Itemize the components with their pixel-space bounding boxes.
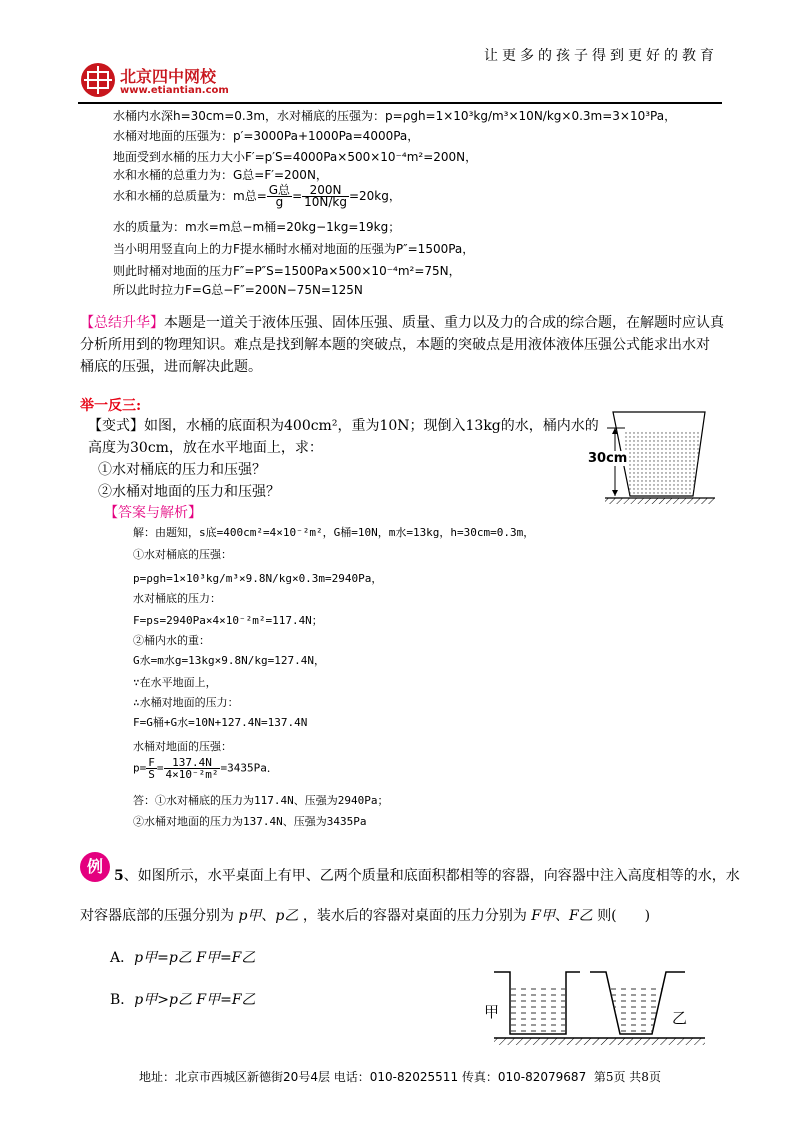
sol2-line: F=ps=2940Pa×4×10⁻²m²=117.4N； — [133, 614, 323, 627]
summary-tag: 【总结升华】 — [80, 315, 164, 331]
sol2-line: ∵在水平地面上， — [133, 676, 217, 689]
sol2-line: 解：由题知，s底=400cm²=4×10⁻²m²，G桶=10N，m水=13kg，h=30cm=0.3m， — [133, 526, 535, 539]
header-divider — [78, 102, 722, 104]
container-label-left: 甲 — [484, 1003, 500, 1021]
sol1-line: 水桶内水深h=30cm=0.3m，水对桶底的压强为：p=ρgh=1×10³kg/m³×10N/kg×0.3m=3×10³Pa， — [113, 109, 677, 123]
sol2-line: ∴水桶对地面的压力： — [133, 696, 239, 709]
sol1-line: 所以此时拉力F=G总−F″=200N−75N=125N — [113, 283, 363, 297]
sol1-line: 则此时桶对地面的压力F″=P″S=1500Pa×500×10⁻⁴m²=75N， — [113, 264, 461, 278]
sol2-line: p=ρgh=1×10³kg/m³×9.8N/kg×0.3m=2940Pa， — [133, 572, 383, 585]
sol2-answer: ②水桶对地面的压力为137.4N、压强为3435Pa — [133, 815, 367, 828]
sol2-answer: 答：①水对桶底的压力为117.4N、压强为2940Pa； — [133, 794, 389, 807]
page-footer: 地址：北京市西城区新德街20号4层 电话：010-82025511 传真：010-82079687 第5页 共8页 — [139, 1070, 661, 1084]
header-slogan: 让更多的孩子得到更好的教育 — [484, 48, 718, 64]
example-badge-icon: 例 — [80, 852, 110, 882]
sol1-line: 当小明用竖直向上的力F提水桶时水桶对地面的压强为P″=1500Pa， — [113, 242, 475, 256]
pressure-formula: p= $\frac{F}{S}$ = $\frac{137.4N}{\text{4×10⁻²m²}}$ =3435Pa． — [133, 756, 278, 781]
summary-text: 桶底的压强，进而解决此题。 — [80, 359, 262, 375]
question-2: ②水桶对地面的压力和压强？ — [98, 484, 280, 500]
sol1-line: 水桶对地面的压强为：p′=3000Pa+1000Pa=4000Pa， — [113, 129, 420, 143]
sol2-line: F=G桶+G水=10N+127.4N=137.4N — [133, 716, 308, 729]
logo-url: www.etiantian.com — [120, 85, 229, 96]
sol2-line: 水桶对地面的压强： — [133, 740, 232, 753]
variant-paragraph: 【变式】如图，水桶的底面积为400cm²，重为10N；现倒入13kg的水，桶内水的 — [88, 418, 599, 434]
logo-name: 北京四中网校 — [120, 67, 217, 86]
example-question-line2: 对容器底部的压强分别为 p甲、p乙 ，装水后的容器对桌面的压力分别为 F甲、F乙 则( ) — [80, 908, 651, 924]
sol2-line: ②桶内水的重： — [133, 634, 210, 647]
sol2-line: 水对桶底的压力： — [133, 592, 221, 605]
sol1-line: 水和水桶的总重力为：G总=F′=200N， — [113, 168, 328, 182]
answer-tag: 【答案与解析】 — [104, 505, 202, 521]
sol1-line: 水的质量为：m水=m总−m桶=20kg−1kg=19kg； — [113, 220, 401, 234]
question-1: ①水对桶底的压力和压强？ — [98, 462, 266, 478]
section-heading: 举一反三: — [80, 398, 142, 414]
height-label: 30cm — [588, 451, 628, 466]
option-a[interactable]: A．p甲=p乙 F甲=F乙 — [110, 950, 256, 966]
variant-text: 高度为30cm，放在水平地面上，求： — [88, 440, 323, 456]
option-b[interactable]: B．p甲>p乙 F甲=F乙 — [110, 992, 256, 1008]
example-question: 5、如图所示，水平桌面上有甲、乙两个质量和底面积都相等的容器，向容器中注入高度相等的水，水 — [114, 868, 740, 884]
sol2-line: G水=m水g=13kg×9.8N/kg=127.4N， — [133, 654, 325, 667]
summary-text: 分析所用到的物理知识。难点是找到解本题的突破点，本题的突破点是用液体液体压强公式能求出水对 — [80, 337, 710, 353]
container-label-right: 乙 — [672, 1009, 688, 1027]
summary-paragraph: 【总结升华】本题是一道关于液体压强、固体压强、质量、重力以及力的合成的综合题，在解题时应认真 — [80, 315, 724, 331]
mass-formula: 水和水桶的总质量为：m总= $\frac{\text{G总}}{g}$ = $\frac{200N}{10N/kg}$ =20kg， — [113, 183, 401, 209]
school-logo — [78, 60, 268, 104]
sol1-line: 地面受到水桶的压力大小F′=p′S=4000Pa×500×10⁻⁴m²=200N， — [113, 150, 478, 164]
sol2-line: ①水对桶底的压强： — [133, 548, 232, 561]
